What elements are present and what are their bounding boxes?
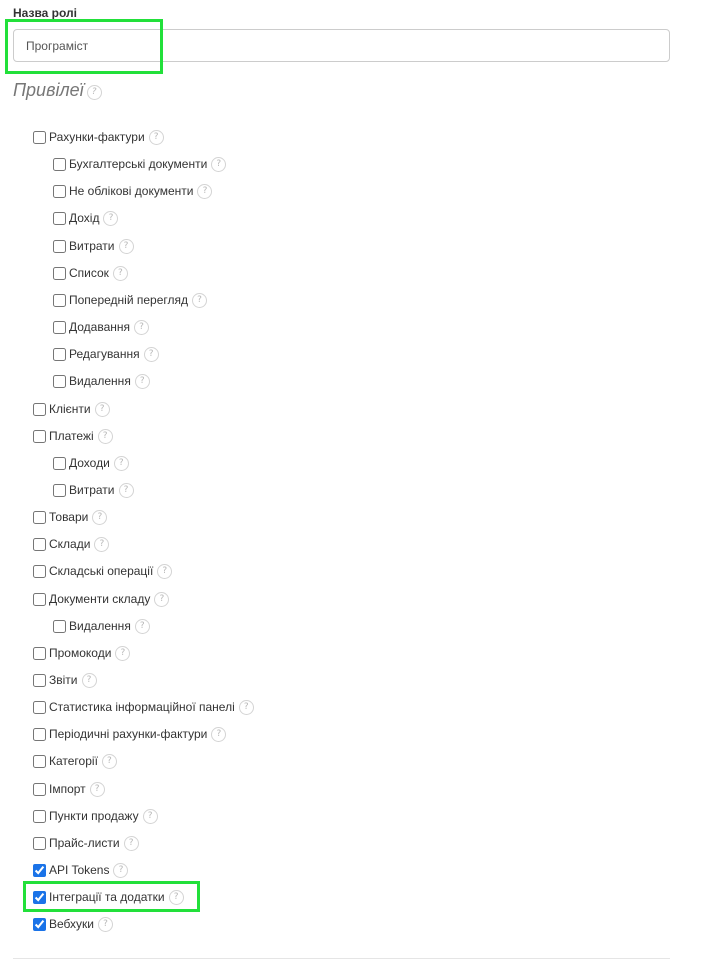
privilege-item[interactable] — [33, 535, 109, 553]
help-icon[interactable]: ? — [98, 917, 113, 932]
privilege-checkbox[interactable] — [33, 674, 46, 687]
privilege-item[interactable] — [53, 454, 129, 472]
privilege-label: Вебхуки — [49, 917, 94, 931]
privilege-label: Звіти — [49, 673, 78, 687]
privilege-label: Список — [69, 266, 109, 280]
privilege-item[interactable] — [33, 671, 97, 689]
privilege-label: Видалення — [69, 619, 131, 633]
privilege-item[interactable] — [33, 807, 158, 825]
privilege-label: Витрати — [69, 239, 115, 253]
privilege-checkbox[interactable] — [33, 593, 46, 606]
privilege-checkbox[interactable] — [53, 375, 66, 388]
privilege-checkbox[interactable] — [53, 484, 66, 497]
privilege-label: Дохід — [69, 211, 100, 225]
privilege-label: Платежі — [49, 429, 94, 443]
privilege-label: Товари — [49, 510, 89, 524]
help-icon[interactable]: ? — [197, 184, 212, 199]
help-icon[interactable]: ? — [95, 402, 110, 417]
privilege-item[interactable] — [33, 562, 172, 580]
privilege-label: Імпорт — [49, 782, 86, 796]
privilege-checkbox[interactable] — [33, 728, 46, 741]
privileges-heading — [13, 80, 102, 101]
role-name-input[interactable] — [13, 29, 670, 62]
help-icon[interactable]: ? — [135, 619, 150, 634]
privilege-item[interactable] — [33, 780, 105, 798]
privilege-label: Інтеграції та додатки — [49, 890, 165, 904]
privilege-item[interactable] — [53, 617, 150, 635]
privilege-label: Клієнти — [49, 402, 91, 416]
privilege-item[interactable] — [33, 508, 107, 526]
privilege-checkbox[interactable] — [53, 457, 66, 470]
help-icon[interactable]: ? — [87, 85, 102, 100]
privilege-label: Попередній перегляд — [69, 293, 189, 307]
privilege-label: Редагування — [69, 347, 140, 361]
privilege-checkbox[interactable] — [33, 701, 46, 714]
privilege-checkbox[interactable] — [53, 185, 66, 198]
privilege-checkbox[interactable] — [53, 267, 66, 280]
privilege-item[interactable] — [53, 345, 159, 363]
privileges-heading-text: Привілеї — [13, 80, 84, 100]
privilege-label: Прайс-листи — [49, 836, 120, 850]
privilege-item[interactable] — [53, 209, 118, 227]
privilege-label: Статистика інформаційної панелі — [49, 700, 235, 714]
privilege-checkbox[interactable] — [53, 212, 66, 225]
help-icon[interactable]: ? — [157, 564, 172, 579]
privilege-label: Документи складу — [49, 592, 151, 606]
privilege-label: Склади — [49, 537, 91, 551]
help-icon[interactable]: ? — [92, 510, 107, 525]
privilege-item[interactable] — [53, 318, 149, 336]
help-icon[interactable]: ? — [144, 347, 159, 362]
help-icon[interactable]: ? — [211, 157, 226, 172]
help-icon[interactable]: ? — [103, 211, 118, 226]
help-icon[interactable]: ? — [113, 863, 128, 878]
help-icon[interactable]: ? — [192, 293, 207, 308]
privilege-label: API Tokens — [49, 863, 110, 877]
privilege-checkbox[interactable] — [53, 240, 66, 253]
privilege-checkbox[interactable] — [33, 891, 46, 904]
privilege-label: Рахунки-фактури — [49, 130, 145, 144]
privilege-label: Періодичні рахунки-фактури — [49, 727, 208, 741]
privilege-item[interactable] — [33, 400, 110, 418]
privilege-label: Бухгалтерські документи — [69, 157, 208, 171]
help-icon[interactable]: ? — [119, 483, 134, 498]
privilege-item[interactable] — [53, 372, 150, 390]
privilege-item[interactable] — [33, 644, 130, 662]
help-icon[interactable]: ? — [102, 754, 117, 769]
privilege-item[interactable] — [53, 264, 128, 282]
help-icon[interactable]: ? — [154, 592, 169, 607]
privilege-label: Видалення — [69, 374, 131, 388]
privilege-item[interactable] — [33, 834, 139, 852]
help-icon[interactable]: ? — [239, 700, 254, 715]
help-icon[interactable]: ? — [169, 890, 184, 905]
help-icon[interactable]: ? — [119, 239, 134, 254]
privilege-label: Додавання — [69, 320, 131, 334]
privilege-checkbox[interactable] — [33, 538, 46, 551]
privilege-label: Промокоди — [49, 646, 112, 660]
privilege-item[interactable] — [53, 155, 226, 173]
privilege-label: Пункти продажу — [49, 809, 139, 823]
privilege-item[interactable] — [53, 291, 207, 309]
privilege-checkbox[interactable] — [33, 511, 46, 524]
help-icon[interactable]: ? — [115, 646, 130, 661]
privilege-checkbox[interactable] — [53, 158, 66, 171]
help-icon[interactable]: ? — [94, 537, 109, 552]
help-icon[interactable]: ? — [90, 782, 105, 797]
privilege-label: Категорії — [49, 754, 98, 768]
privilege-checkbox[interactable] — [33, 837, 46, 850]
privilege-item[interactable] — [33, 888, 184, 906]
privilege-item[interactable] — [53, 182, 212, 200]
privilege-item[interactable] — [53, 237, 134, 255]
privilege-label: Доходи — [69, 456, 110, 470]
help-icon[interactable]: ? — [124, 836, 139, 851]
privilege-checkbox[interactable] — [33, 131, 46, 144]
help-icon[interactable]: ? — [134, 320, 149, 335]
privilege-checkbox[interactable] — [33, 864, 46, 877]
privilege-checkbox[interactable] — [53, 294, 66, 307]
help-icon[interactable]: ? — [113, 266, 128, 281]
privilege-checkbox[interactable] — [33, 647, 46, 660]
privilege-checkbox[interactable] — [33, 810, 46, 823]
privilege-item[interactable] — [33, 427, 113, 445]
privilege-label: Витрати — [69, 483, 115, 497]
help-icon[interactable]: ? — [143, 809, 158, 824]
help-icon[interactable]: ? — [114, 456, 129, 471]
privilege-checkbox[interactable] — [53, 348, 66, 361]
privilege-item[interactable] — [33, 590, 169, 608]
privilege-checkbox[interactable] — [33, 755, 46, 768]
privilege-checkbox[interactable] — [33, 918, 46, 931]
help-icon[interactable]: ? — [98, 429, 113, 444]
privilege-item[interactable] — [33, 915, 113, 933]
help-icon[interactable]: ? — [82, 673, 97, 688]
privilege-label: Складські операції — [49, 564, 154, 578]
privilege-item[interactable] — [33, 725, 226, 743]
privilege-checkbox[interactable] — [33, 565, 46, 578]
privilege-checkbox[interactable] — [33, 783, 46, 796]
help-icon[interactable]: ? — [149, 130, 164, 145]
privilege-checkbox[interactable] — [33, 430, 46, 443]
privilege-item[interactable] — [33, 752, 117, 770]
privilege-item[interactable] — [33, 861, 128, 879]
privilege-item[interactable] — [53, 481, 134, 499]
privilege-checkbox[interactable] — [33, 403, 46, 416]
privilege-item[interactable] — [33, 698, 254, 716]
role-name-label: Назва ролі — [13, 6, 77, 20]
bottom-divider — [13, 958, 670, 959]
privilege-checkbox[interactable] — [53, 321, 66, 334]
privilege-item[interactable] — [33, 128, 164, 146]
privilege-checkbox[interactable] — [53, 620, 66, 633]
help-icon[interactable]: ? — [135, 374, 150, 389]
help-icon[interactable]: ? — [211, 727, 226, 742]
privilege-label: Не облікові документи — [69, 184, 194, 198]
